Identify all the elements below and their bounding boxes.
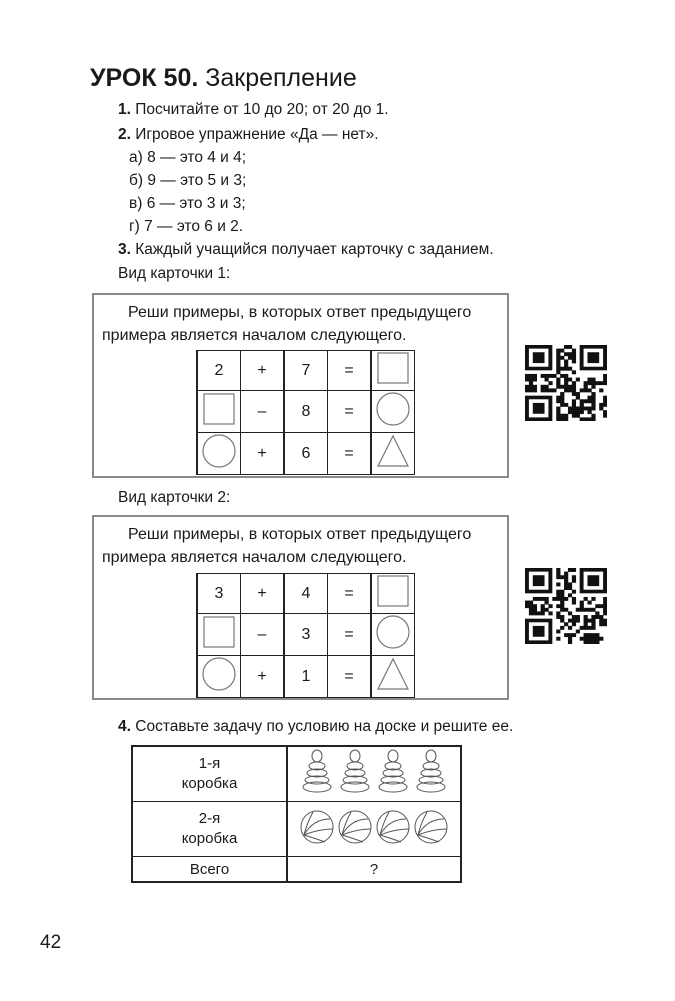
ball-icon xyxy=(299,809,335,845)
total-value: ? xyxy=(287,857,461,883)
grid-cell: + xyxy=(241,574,285,614)
grid-cell xyxy=(197,656,241,698)
circle-icon xyxy=(375,614,411,650)
grid-cell: = xyxy=(328,614,372,656)
grid-row xyxy=(197,574,415,614)
square-icon xyxy=(202,392,236,426)
lesson-number: УРОК 50. xyxy=(90,64,199,92)
row-label: 1-я коробка xyxy=(132,746,287,802)
triangle-icon xyxy=(376,434,410,468)
lesson-title xyxy=(90,64,357,93)
square-icon xyxy=(202,615,236,649)
grid-cell: 7 xyxy=(284,351,328,391)
grid-row xyxy=(197,614,415,656)
qr-code-icon xyxy=(525,345,607,421)
circle-icon xyxy=(201,433,237,469)
pyramid-toy-icon xyxy=(302,749,332,795)
grid-cell: – xyxy=(241,614,285,656)
grid-cell: = xyxy=(328,391,372,433)
task-4: 4. Составьте задачу по условию на доске и решите ее. xyxy=(118,718,514,735)
qr-code-icon xyxy=(525,568,607,644)
grid-cell: = xyxy=(328,351,372,391)
page-number: 42 xyxy=(40,932,62,953)
table-row xyxy=(132,857,461,883)
grid-cell xyxy=(197,391,241,433)
card-1-label: Вид карточки 1: xyxy=(118,265,231,282)
row-label: 2-я коробка xyxy=(132,802,287,857)
grid-cell: + xyxy=(241,351,285,391)
ball-icon xyxy=(413,809,449,845)
grid-cell xyxy=(371,614,415,656)
ball-icon xyxy=(375,809,411,845)
lesson-topic: Закрепление xyxy=(205,64,357,92)
grid-cell xyxy=(371,391,415,433)
grid-cell: 2 xyxy=(197,351,241,391)
card-2-instruction: Реши примеры, в которых ответ предыдущего примера является началом следующего. xyxy=(102,526,472,566)
card-2-label: Вид карточки 2: xyxy=(118,489,231,506)
pyramids-cell xyxy=(287,746,461,802)
grid-row xyxy=(197,656,415,698)
grid-cell xyxy=(371,351,415,391)
grid-cell: 3 xyxy=(197,574,241,614)
task-table xyxy=(131,745,462,883)
grid-row xyxy=(197,391,415,433)
square-icon xyxy=(376,574,410,608)
table-row xyxy=(132,746,461,802)
total-label: Всего xyxy=(132,857,287,883)
square-icon xyxy=(376,351,410,385)
balls-cell xyxy=(287,802,461,857)
grid-cell: 6 xyxy=(284,433,328,475)
grid-cell xyxy=(197,614,241,656)
triangle-icon xyxy=(376,657,410,691)
pyramid-toy-icon xyxy=(378,749,408,795)
grid-cell xyxy=(371,656,415,698)
circle-icon xyxy=(375,391,411,427)
grid-cell: – xyxy=(241,391,285,433)
task-2-item: в) 6 — это 3 и 3; xyxy=(129,195,246,212)
grid-cell: = xyxy=(328,656,372,698)
grid-row xyxy=(197,351,415,391)
pyramid-toy-icon xyxy=(340,749,370,795)
grid-cell xyxy=(197,433,241,475)
grid-cell xyxy=(371,574,415,614)
grid-cell: 1 xyxy=(284,656,328,698)
grid-cell: 8 xyxy=(284,391,328,433)
grid-row xyxy=(197,433,415,475)
task-2-item: а) 8 — это 4 и 4; xyxy=(129,149,247,166)
grid-cell: + xyxy=(241,656,285,698)
task-2: 2. Игровое упражнение «Да — нет». xyxy=(118,126,379,143)
table-row xyxy=(132,802,461,857)
card-1-instruction: Реши примеры, в которых ответ предыдущего примера является началом следующего. xyxy=(102,304,472,344)
grid-cell xyxy=(371,433,415,475)
pyramid-toy-icon xyxy=(416,749,446,795)
grid-cell: + xyxy=(241,433,285,475)
task-3: 3. Каждый учащийся получает карточку с заданием. xyxy=(118,241,494,258)
task-2-item: б) 9 — это 5 и 3; xyxy=(129,172,247,189)
task-1: 1. Посчитайте от 10 до 20; от 20 до 1. xyxy=(118,101,389,118)
task-2-item: г) 7 — это 6 и 2. xyxy=(129,218,244,235)
circle-icon xyxy=(201,656,237,692)
grid-cell: = xyxy=(328,574,372,614)
grid-cell: 4 xyxy=(284,574,328,614)
grid-cell: 3 xyxy=(284,614,328,656)
grid-cell: = xyxy=(328,433,372,475)
card-1-grid xyxy=(196,350,415,475)
ball-icon xyxy=(337,809,373,845)
card-2-grid xyxy=(196,573,415,698)
